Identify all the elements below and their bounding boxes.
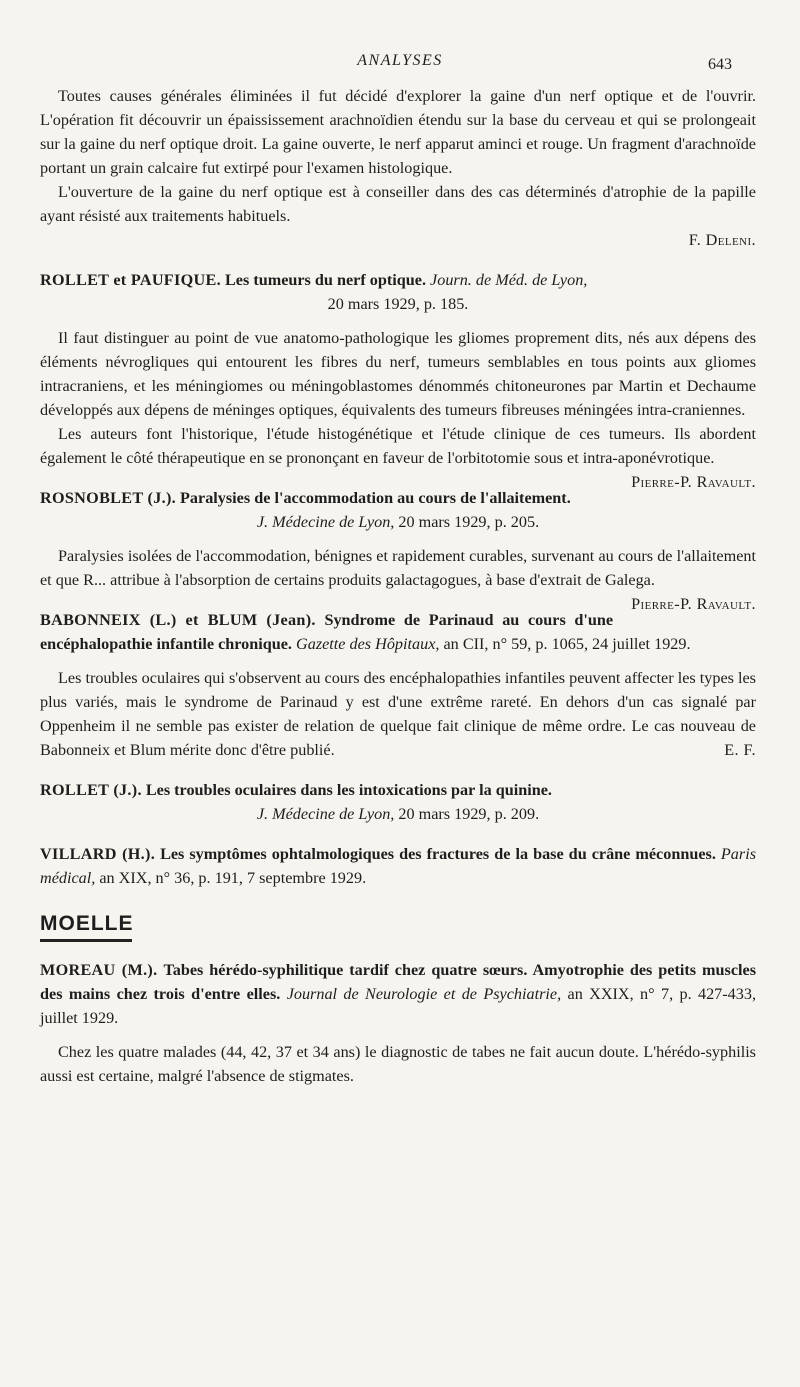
article6-journal: Paris médical, bbox=[40, 845, 757, 887]
section-heading: MOELLE bbox=[40, 912, 132, 942]
article7-title: Tabes hérédo-syphilitique tardif chez quatre sœurs. Amyotrophie des petits muscles des mains chez trois d'entre elles. bbox=[40, 961, 756, 1003]
article6-title: Les symptômes ophtalmologiques des fractures de la base du crâne méconnues. bbox=[160, 845, 716, 863]
article2-paragraph-2-text: Les auteurs font l'historique, l'étude histogénétique et l'étude clinique de ces tumeurs. Ils abordent également le côté thérapeutique en se prononçant en faveur de l'orbitotomie sous et intra-aponévrotique. bbox=[40, 425, 756, 467]
article4-paragraph-1 bbox=[40, 666, 756, 762]
article2-paragraph-2 bbox=[40, 422, 756, 491]
article2-paragraph-1: Il faut distinguer au point de vue anatomo-pathologique les gliomes proprement dits, nés aux dépens des éléments névrogliques qui entourent les fibres du nerf, tumeurs semblables en tous points aux gliomes intracraniens, et les méningiomes ou méningoblastomes dénommés chitoneurones par Martin et Dechaume développés aux dépens de méninges optiques, équivalents des tumeurs fibreuses méningées intra-craniennes. bbox=[40, 329, 756, 419]
article5-reference bbox=[40, 778, 756, 826]
article5-ref: 20 mars 1929, p. 209. bbox=[398, 805, 540, 823]
article4-title: Syndrome de Parinaud au cours d'une encéphalopathie infantile chronique. bbox=[40, 611, 614, 653]
article2-ref: 20 mars 1929, p. 185. bbox=[327, 295, 469, 313]
article2-authors: ROLLET et PAUFIQUE. bbox=[40, 271, 221, 289]
article3-paragraph-1 bbox=[40, 544, 756, 613]
article3-journal: J. Médecine de Lyon, bbox=[256, 513, 395, 531]
article2-signature: Pierre-P. Ravault. bbox=[631, 473, 756, 491]
article4-signature: E. F. bbox=[724, 741, 756, 759]
article5-authors: ROLLET (J.). bbox=[40, 781, 142, 799]
article7-reference bbox=[40, 958, 756, 1030]
article3-paragraph-1-text: Paralysies isolées de l'accommodation, bénignes et rapidement curables, survenant au cours de l'allaitement et que R... attribue à l'absorption de certains produits galactagogues, à base d'extrait de Galega. bbox=[40, 547, 756, 589]
article4-journal: Gazette des Hôpitaux, bbox=[296, 635, 440, 653]
article1-signature: F. Deleni. bbox=[688, 231, 756, 249]
article2-journal: Journ. de Méd. de Lyon, bbox=[430, 271, 588, 289]
article7-paragraph-1: Chez les quatre malades (44, 42, 37 et 34 ans) le diagnostic de tabes ne fait aucun doute. L'hérédo-syphilis aussi est certaine, malgré l'absence de stigmates. bbox=[40, 1043, 756, 1085]
running-title: ANALYSES bbox=[357, 52, 443, 69]
article4-ref: an CII, n° 59, p. 1065, 24 juillet 1929. bbox=[443, 635, 691, 653]
article3-authors: ROSNOBLET (J.). bbox=[40, 489, 176, 507]
article6-authors: VILLARD (H.). bbox=[40, 845, 156, 863]
article2-reference bbox=[40, 268, 756, 316]
page-content bbox=[40, 84, 756, 1088]
article5-source-line bbox=[40, 802, 756, 826]
article3-signature: Pierre-P. Ravault. bbox=[631, 595, 756, 613]
article7-ref: an XXIX, n° 7, p. 427-433, juillet 1929. bbox=[40, 985, 756, 1027]
article6-ref: an XIX, n° 36, p. 191, 7 septembre 1929. bbox=[99, 869, 367, 887]
article7-journal: Journal de Neurologie et de Psychiatrie, bbox=[286, 985, 562, 1003]
article1-paragraph-2: L'ouverture de la gaine du nerf optique est à conseiller dans des cas déterminés d'atrophie de la papille ayant résisté aux traitements habituels. bbox=[40, 183, 756, 225]
article2-title: Les tumeurs du nerf optique. bbox=[224, 271, 426, 289]
article3-ref: 20 mars 1929, p. 205. bbox=[398, 513, 540, 531]
article3-title: Paralysies de l'accommodation au cours de l'allaitement. bbox=[180, 489, 571, 507]
page-number: 643 bbox=[708, 56, 732, 73]
article4-authors: BABONNEIX (L.) et BLUM (Jean). bbox=[40, 611, 316, 629]
article6-reference bbox=[40, 842, 756, 890]
article5-journal: J. Médecine de Lyon, bbox=[256, 805, 395, 823]
article5-title: Les troubles oculaires dans les intoxications par la quinine. bbox=[145, 781, 552, 799]
article3-source-line bbox=[40, 510, 756, 534]
article1-paragraph-1: Toutes causes générales éliminées il fut décidé d'explorer la gaine d'un nerf optique et de l'ouvrir. L'opération fit découvrir un épaississement arachnoïdien étendu sur la base du cerveau et qui se prolongeait sur la gaine du nerf optique droit. La gaine ouverte, le nerf apparut aminci et rouge. Un fragment d'arachnoïde portant un grain calcaire fut extirpé pour l'examen histologique. bbox=[40, 87, 756, 177]
article7-authors: MOREAU (M.). bbox=[40, 961, 158, 979]
article4-paragraph-1-text: Les troubles oculaires qui s'observent au cours des encéphalopathies infantiles peuvent affecter les types les plus variés, mais le syndrome de Parinaud y est d'une extrême rareté. En dehors d'un cas signalé par Oppenheim il ne semble pas exister de relation de quelque fait clinique de même ordre. Le cas nouveau de Babonneix et Blum mérite donc d'être publié. bbox=[40, 669, 756, 759]
